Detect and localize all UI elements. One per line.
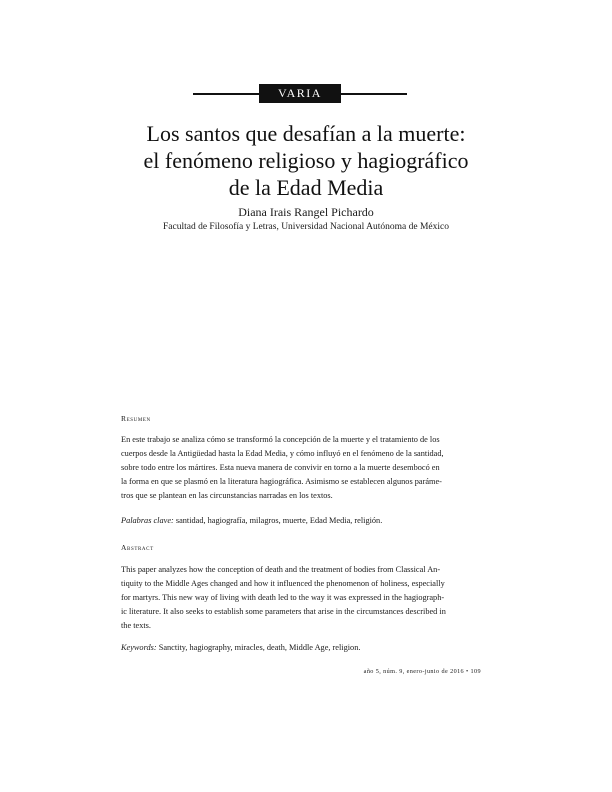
page-footer: año 5, núm. 9, enero-junio de 2016 • 109 bbox=[363, 668, 481, 675]
article-title bbox=[100, 120, 512, 201]
resumen-text bbox=[121, 433, 481, 503]
banner-rule-left bbox=[193, 93, 259, 95]
keywords-label: Palabras clave: bbox=[121, 516, 174, 525]
abstract-line: the texts. bbox=[121, 621, 151, 630]
resumen-line: tros que se plantean en las circunstancias narradas en los textos. bbox=[121, 491, 333, 500]
resumen-line: sobre todo entre los mártires. Esta nueva manera de convivir en torno a la muerte desembocó en bbox=[121, 463, 440, 472]
abstract-line: This paper analyzes how the conception of death and the treatment of bodies from Classical An- bbox=[121, 565, 441, 574]
resumen-keywords bbox=[121, 516, 481, 525]
resumen-line: cuerpos desde la Antigüedad hasta la Edad Media, y cómo influyó en el fenómeno de la santidad, bbox=[121, 449, 444, 458]
title-line: Los santos que desafían a la muerte: bbox=[146, 121, 466, 146]
abstract-heading: Abstract bbox=[121, 543, 154, 552]
keywords-label: Keywords: bbox=[121, 643, 157, 652]
abstract-text bbox=[121, 563, 481, 633]
author-name: Diana Irais Rangel Pichardo bbox=[238, 205, 374, 219]
resumen-heading: Resumen bbox=[121, 414, 151, 423]
keywords-text: santidad, hagiografía, milagros, muerte, Edad Media, religión. bbox=[175, 516, 383, 525]
resumen-line: En este trabajo se analiza cómo se transformó la concepción de la muerte y el tratamiento de los bbox=[121, 435, 440, 444]
abstract-line: tiquity to the Middle Ages changed and how it influenced the phenomenon of holiness, especially bbox=[121, 579, 445, 588]
abstract-line: for martyrs. This new way of living with death led to the way it was expressed in the hagiograph- bbox=[121, 593, 445, 602]
resumen-line: la forma en que se plasmó en la literatura hagiográfica. Asimismo se establecen algunos paráme- bbox=[121, 477, 442, 486]
section-banner bbox=[193, 84, 407, 103]
title-line: el fenómeno religioso y hagiográfico bbox=[143, 148, 469, 173]
section-label: VARIA bbox=[259, 84, 341, 103]
banner-rule-right bbox=[341, 93, 407, 95]
keywords-text: Sanctity, hagiography, miracles, death, Middle Age, religion. bbox=[158, 643, 361, 652]
author-affiliation: Facultad de Filosofía y Letras, Universidad Nacional Autónoma de México bbox=[163, 222, 449, 232]
title-line: de la Edad Media bbox=[228, 175, 384, 200]
abstract-keywords bbox=[121, 643, 481, 652]
abstract-line: ic literature. It also seeks to establish some parameters that arise in the circumstances described in bbox=[121, 607, 446, 616]
